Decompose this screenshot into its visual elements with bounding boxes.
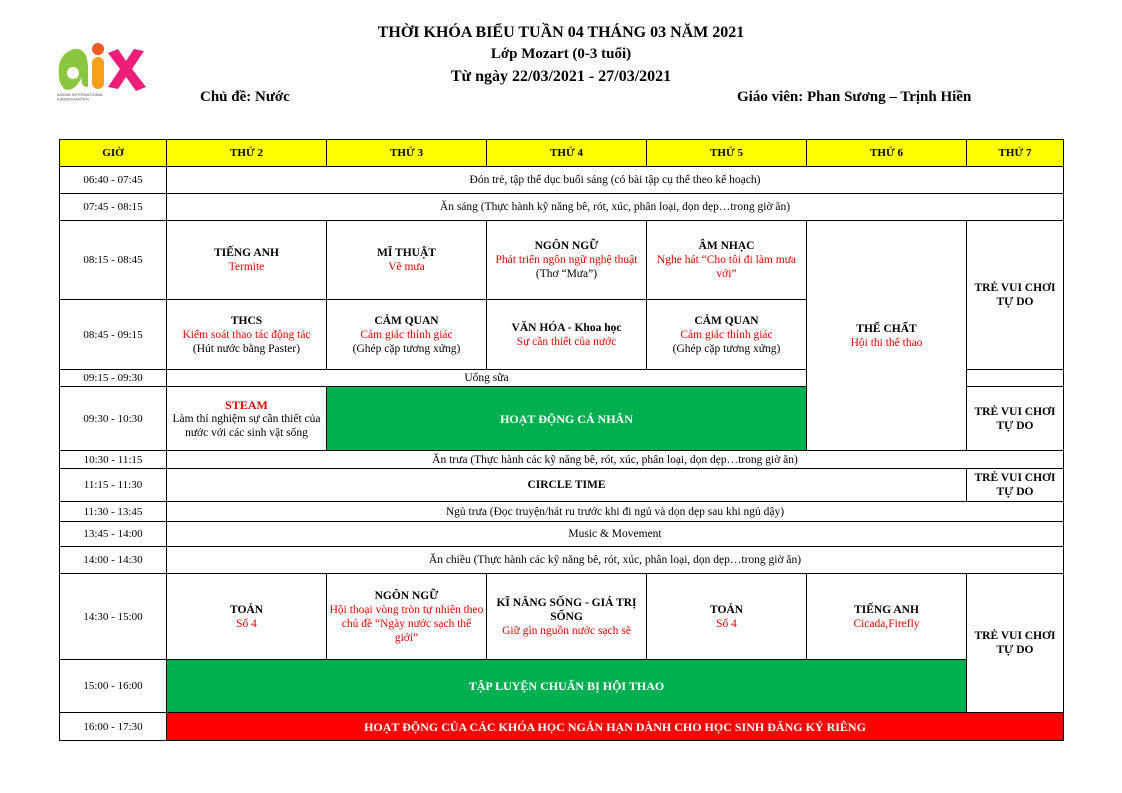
- teacher-label: Giáo viên: Phan Sương – Trịnh Hiền: [737, 89, 972, 105]
- svg-text:ASEAN INTERNATIONAL: ASEAN INTERNATIONAL: [57, 92, 104, 97]
- free-play-cell: TRẺ VUI CHƠI TỰ DO: [967, 574, 1064, 713]
- lesson-subtitle: Cicada,Firefly: [853, 617, 920, 630]
- col-tue: THỨ 3: [327, 140, 487, 167]
- lesson-title: CẢM QUAN: [374, 314, 439, 327]
- lesson-cell: [327, 574, 487, 660]
- lesson-subtitle: Số 4: [236, 617, 257, 630]
- lesson-subtitle: Giữ gìn nguồn nước sạch sẽ: [502, 624, 631, 637]
- header-row: [60, 140, 1064, 167]
- activity-cell: Ăn sáng (Thực hành kỹ năng bê, rót, xúc, phân loại, dọn dẹp…trong giờ ăn): [167, 194, 1064, 221]
- col-time: GIỜ: [60, 140, 167, 167]
- lesson-cell: [167, 574, 327, 660]
- lesson-title: VĂN HÓA - Khoa học: [511, 321, 622, 334]
- lesson-subtitle: Sự cần thiết của nước: [516, 335, 617, 348]
- lesson-note: (Ghép cặp tương xứng): [672, 342, 781, 355]
- time-cell: 15:00 - 16:00: [60, 660, 167, 713]
- time-cell: 11:15 - 11:30: [60, 469, 167, 502]
- time-cell: 09:15 - 09:30: [60, 370, 167, 387]
- activity-cell: Ngủ trưa (Đọc truyện/hát ru trước khi đi ngủ và dọn dẹp sau khi ngủ dậy): [167, 502, 1064, 522]
- time-cell: 07:45 - 08:15: [60, 194, 167, 221]
- lesson-title: NGÔN NGỮ: [374, 589, 439, 602]
- lesson-subtitle: Phát triển ngôn ngữ nghệ thuật: [495, 254, 638, 266]
- lesson-subtitle: Số 4: [716, 617, 737, 630]
- svg-text:KINDERGARTEN: KINDERGARTEN: [57, 96, 89, 101]
- time-cell: 08:45 - 09:15: [60, 300, 167, 370]
- lesson-cell-friday-pe: [807, 221, 967, 451]
- lesson-cell: [487, 300, 647, 370]
- lesson-cell: [327, 221, 487, 300]
- lesson-title: THỂ CHẤT: [856, 322, 917, 335]
- free-play-cell: TRẺ VUI CHƠI TỰ DO: [967, 387, 1064, 451]
- time-cell: 11:30 - 13:45: [60, 502, 167, 522]
- lesson-cell: [647, 574, 807, 660]
- lesson-subtitle: Vẽ mưa: [388, 261, 425, 273]
- activity-cell: Ăn chiều (Thực hành các kỹ năng bê, rót, xúc, phân loại, dọn dẹp…trong giờ ăn): [167, 547, 1064, 574]
- time-cell: 13:45 - 14:00: [60, 522, 167, 547]
- lesson-title: KĨ NĂNG SỐNG - GIÁ TRỊ SỐNG: [496, 596, 637, 623]
- table-row: [60, 167, 1064, 194]
- lesson-subtitle: Nghe hát “Cho tôi đi làm mưa với”: [656, 254, 797, 280]
- col-mon: THỨ 2: [167, 140, 327, 167]
- free-play-cell: TRẺ VUI CHƠI TỰ DO: [967, 469, 1064, 502]
- lesson-title: CẢM QUAN: [694, 314, 759, 327]
- empty-cell: [967, 370, 1064, 387]
- sports-practice-cell: TẬP LUYỆN CHUẨN BỊ HỘI THAO: [167, 660, 967, 713]
- lesson-subtitle: Cảm giác thính giác: [360, 328, 453, 341]
- table-row: [60, 451, 1064, 469]
- table-row: [60, 221, 1064, 300]
- table-row: [60, 547, 1064, 574]
- lesson-title: NGÔN NGỮ: [534, 240, 599, 252]
- topic-label: Chủ đề: Nước: [200, 89, 290, 105]
- activity-cell: Ăn trưa (Thực hành các kỹ năng bê, rót, xúc, phân loại, dọn dẹp…trong giờ ăn): [167, 451, 1064, 469]
- col-sat: THỨ 7: [967, 140, 1064, 167]
- col-wed: THỨ 4: [487, 140, 647, 167]
- lesson-cell: [647, 300, 807, 370]
- time-cell: 09:30 - 10:30: [60, 387, 167, 451]
- timetable: [59, 139, 1064, 741]
- table-row: [60, 522, 1064, 547]
- lesson-title: TIẾNG ANH: [214, 247, 279, 259]
- lesson-cell: [487, 574, 647, 660]
- table-row: [60, 502, 1064, 522]
- lesson-title: TOÁN: [709, 603, 744, 616]
- col-thu: THỨ 5: [647, 140, 807, 167]
- lesson-cell: [167, 300, 327, 370]
- lesson-note: (Ghép cặp tương xứng): [352, 342, 461, 355]
- activity-cell: Music & Movement: [167, 522, 1064, 547]
- lesson-title: THCS: [230, 314, 263, 327]
- time-cell: 06:40 - 07:45: [60, 167, 167, 194]
- lesson-subtitle: Kiểm soát thao tác động tác: [182, 328, 311, 341]
- time-cell: 14:30 - 15:00: [60, 574, 167, 660]
- lesson-cell: [487, 221, 647, 300]
- short-course-cell: HOẠT ĐỘNG CỦA CÁC KHÓA HỌC NGẮN HẠN DÀNH CHO HỌC SINH ĐĂNG KÝ RIÊNG: [167, 713, 1064, 741]
- time-cell: 10:30 - 11:15: [60, 451, 167, 469]
- class-name: Lớp Mozart (0-3 tuổi): [490, 46, 632, 62]
- lesson-cell: [327, 300, 487, 370]
- time-cell: 08:15 - 08:45: [60, 221, 167, 300]
- lesson-subtitle: Hội thoại vòng tròn tự nhiên theo chủ đề “Ngày nước sạch thế giới”: [329, 603, 484, 644]
- lesson-cell: [807, 574, 967, 660]
- activity-cell: Đón trẻ, tập thể dục buổi sáng (có bài tập cụ thể theo kế hoạch): [167, 167, 1064, 194]
- lesson-title: TOÁN: [229, 603, 264, 616]
- lesson-cell: [167, 221, 327, 300]
- table-row: [60, 660, 1064, 713]
- table-row: [60, 574, 1064, 660]
- lesson-title: MĨ THUẬT: [377, 247, 436, 259]
- lesson-title: STEAM: [225, 397, 268, 412]
- lesson-cell: [167, 387, 327, 451]
- activity-cell: Uống sữa: [167, 370, 807, 387]
- col-fri: THỨ 6: [807, 140, 967, 167]
- lesson-subtitle: Cảm giác thính giác: [680, 328, 773, 341]
- free-play-cell: TRẺ VUI CHƠI TỰ DO: [967, 221, 1064, 370]
- lesson-note: (Thơ “Mưa”): [535, 268, 598, 280]
- time-cell: 14:00 - 14:30: [60, 547, 167, 574]
- circle-time-cell: CIRCLE TIME: [167, 469, 967, 502]
- table-row: [60, 194, 1064, 221]
- lesson-note: Làm thí nghiệm sự cần thiết của nước với các sinh vật sống: [172, 412, 321, 439]
- lesson-subtitle: Termite: [228, 261, 265, 273]
- lesson-cell: [647, 221, 807, 300]
- time-cell: 16:00 - 17:30: [60, 713, 167, 741]
- table-row: [60, 713, 1064, 741]
- individual-activity-cell: HOẠT ĐỘNG CÁ NHÂN: [327, 387, 807, 451]
- date-range: Từ ngày 22/03/2021 - 27/03/2021: [450, 68, 672, 85]
- lesson-title: ÂM NHẠC: [698, 240, 755, 252]
- lesson-note: (Hút nước bằng Paster): [192, 342, 301, 355]
- lesson-title: TIẾNG ANH: [854, 603, 919, 616]
- schedule-title: THỜI KHÓA BIỂU TUẦN 04 THÁNG 03 NĂM 2021: [377, 24, 745, 41]
- lesson-subtitle: Hội thi thể thao: [850, 336, 923, 349]
- table-row: [60, 469, 1064, 502]
